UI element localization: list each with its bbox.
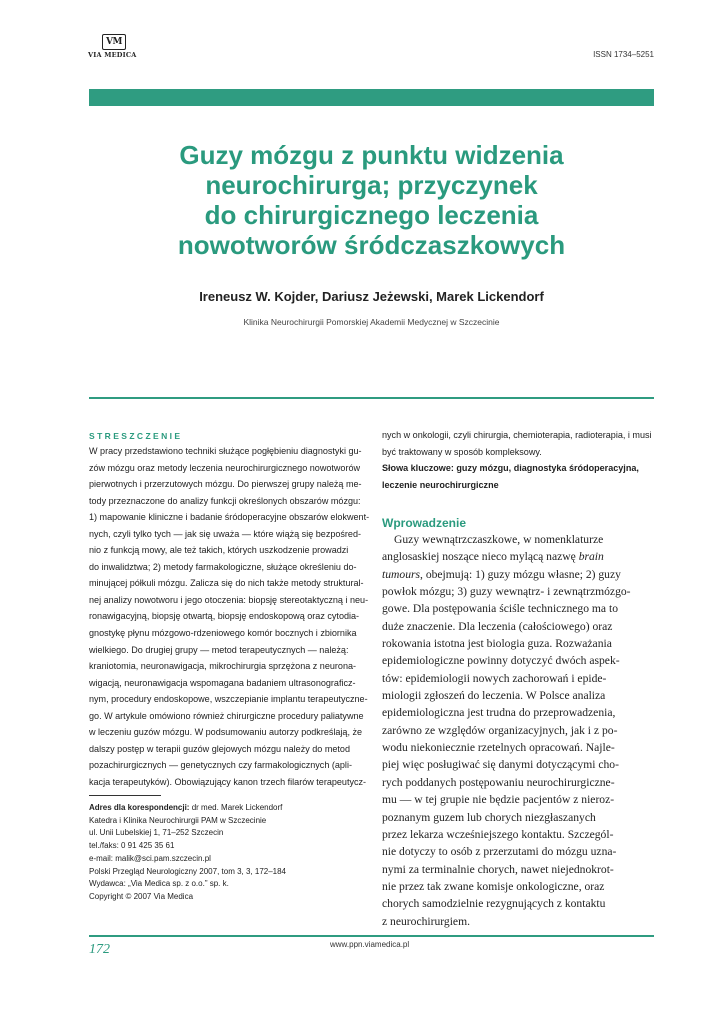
abstract-line: nych w onkologii, czyli chirurgia, chemioterapia, radioterapia, i musi xyxy=(382,430,652,440)
intro-text xyxy=(382,531,654,930)
correspondence-label: Adres dla korespondencji: xyxy=(89,803,190,812)
abstract-line: tody przeznaczone do analizy funkcji określonych obszarów mózgu: xyxy=(89,495,361,506)
intro-text-span: , obejmują: 1) guzy mózgu własne; 2) guzy xyxy=(420,567,621,581)
intro-heading: Wprowadzenie xyxy=(382,516,467,530)
vm-logo-mark: VM xyxy=(102,34,126,50)
abstract-line: pierwotnych i przerzutowych mózgu. Do pierwszej grupy należą me- xyxy=(89,479,362,490)
intro-text-span: anglosaskiej noszące nieco mylącą nazwę xyxy=(382,550,576,564)
abstract-line: ronawigacyjną, biopsję otwartą, biopsję endoskopową oraz cytodia- xyxy=(89,611,360,622)
title-line: Guzy mózgu z punktu widzenia xyxy=(179,140,564,170)
intro-line: mu — w tej grupie nie będzie pacjentów z nieroz- xyxy=(382,793,615,807)
authors: Ireneusz W. Kojder, Dariusz Jeżewski, Marek Lickendorf xyxy=(199,289,544,304)
abstract-line: minującej półkuli mózgu. Zalicza się do nich także metody struktural- xyxy=(89,578,364,589)
correspondence-line: Polski Przegląd Neurologiczny 2007, tom 3, 3, 172–184 xyxy=(89,866,287,876)
intro-line: tów: epidemiologii nowych zachorowań i epide- xyxy=(382,671,607,685)
italic-term: brain xyxy=(578,550,604,564)
affiliation: Klinika Neurochirurgii Pomorskiej Akademii Medycznej w Szczecinie xyxy=(243,317,500,327)
intro-line: gowe. Dla postępowania ściśle technicznego ma to xyxy=(382,602,618,616)
intro-line: epidemiologiczne powinny dotyczyć dwóch aspek- xyxy=(382,654,620,668)
abstract-line: nio z funkcją mowy, ale też takich, których uszkodzenie prowadzi xyxy=(89,545,349,556)
intro-line xyxy=(382,566,654,583)
abstract-line: kraniotomia, neuronawigacja, mikrochirurgia sprzężona z neurona- xyxy=(89,661,357,672)
abstract-heading: STRESZCZENIE xyxy=(89,431,183,441)
journal-url: www.ppn.viamedica.pl xyxy=(330,940,410,949)
abstract-line: dalszy postęp w terapii guzów glejowych mózgu należy do metod xyxy=(89,743,350,754)
intro-line: chorych samodzielnie rezygnujących z kontaktu xyxy=(382,897,606,911)
correspondence-line: e-mail: malik@sci.pam.szczecin.pl xyxy=(89,853,211,863)
intro-line: epidemiologiczna jest trudna do przeprowadzenia, xyxy=(382,706,616,720)
footer-rule xyxy=(89,935,654,937)
abstract-line: nej analizy nowotworu i jego otoczenia: biopsję stereotaktyczną i neu- xyxy=(89,594,369,605)
abstract-line: go. W artykule omówiono również chirurgiczne procedury paliatywne xyxy=(89,710,364,721)
intro-line xyxy=(382,548,654,565)
title-line: neurochirurga; przyczynek xyxy=(205,170,538,200)
intro-line: rych poddanych postępowaniu neurochirurgiczne- xyxy=(382,775,615,789)
intro-line: rokowania istotna jest biologia guza. Rozważania xyxy=(382,637,612,651)
correspondence-name: dr med. Marek Lickendorf xyxy=(189,803,283,812)
abstract-line: pozachirurgicznych — genetycznych czy farmakologicznych (apli- xyxy=(89,760,352,771)
footnote-rule xyxy=(89,795,161,796)
intro-line: wodu niekoniecznie rzetelnych opracowań. Najle- xyxy=(382,741,615,755)
logo-text: VIA MEDICA xyxy=(88,51,137,59)
abstract-line: nych, czyli tylko tych — jak się uważa — które wiążą się bezpośred- xyxy=(89,528,362,539)
correspondence-first-line xyxy=(89,802,365,815)
issn: ISSN 1734–5251 xyxy=(593,50,654,59)
intro-line: poznanym guzem lub chorych niezgłaszanych xyxy=(382,810,596,824)
abstract-line: w leczeniu guzów mózgu. W podsumowaniu autorzy podkreślają, że xyxy=(89,727,363,738)
abstract-text xyxy=(89,443,370,790)
abstract-line: gnostykę płynu mózgowo-rdzeniowego komór bocznych i zbiornika xyxy=(89,628,357,639)
intro-line: zarówno ze względów organizacyjnych, jak i z po- xyxy=(382,723,618,737)
intro-line: nymi za terminalnie chorych, nawet niejednokrot- xyxy=(382,862,614,876)
abstract-line: 1) mapowanie kliniczne i badanie śródoperacyjne obszarów elokwent- xyxy=(89,512,370,523)
abstract-line: nym, procedury endoskopowe, wszczepianie implantu terapeutyczne- xyxy=(89,694,368,705)
correspondence-line: Wydawca: „Via Medica sp. z o.o.” sp. k. xyxy=(89,879,229,889)
intro-line: nie dotyczy to osób z przerzutami do mózgu uzna- xyxy=(382,845,617,859)
abstract-line: być traktowany w sposób kompleksowy. xyxy=(382,446,542,457)
intro-line: powłok mózgu; 3) guzy wewnątrz- i zewnątrzmózgo- xyxy=(382,585,631,599)
abstract-continuation xyxy=(382,427,654,493)
page-number: 172 xyxy=(89,942,110,957)
abstract-line: kacja terapeutyków). Obowiązujący kanon trzech filarów terapeutycz- xyxy=(89,776,367,787)
intro-line: miologii zgłoszeń do leczenia. W Polsce analiza xyxy=(382,689,606,703)
intro-line: Guzy wewnątrzczaszkowe, w nomenklaturze xyxy=(394,533,604,546)
abstract-line: do inwalidztwa; 2) metody farmakologiczne, służące określeniu do- xyxy=(89,561,357,572)
intro-line: z neurochirurgiem. xyxy=(382,914,470,928)
abstract-line: W pracy przedstawiono techniki służące pogłębieniu diagnostyki gu- xyxy=(89,446,362,456)
correspondence-line: Katedra i Klinika Neurochirurgii PAM w Szczecinie xyxy=(89,815,267,825)
header-bar xyxy=(89,89,654,106)
intro-line: nie przez tak zwane komisje onkologiczne, oraz xyxy=(382,879,605,893)
keywords-line: Słowa kluczowe: guzy mózgu, diagnostyka śródoperacyjna, xyxy=(382,463,639,474)
correspondence xyxy=(89,802,365,904)
title-line: nowotworów śródczaszkowych xyxy=(177,230,566,260)
intro-line: piej więc posługiwać się danymi dotyczącymi cho- xyxy=(382,758,619,772)
intro-line: duże znaczenie. Dla leczenia (całościowego) oraz xyxy=(382,619,613,633)
publisher-logo xyxy=(88,34,148,64)
abstract-line: wielkiego. Do drugiej grupy — metod terapeutycznych — należą: xyxy=(89,644,349,655)
italic-term: tumours xyxy=(382,567,421,581)
article-title xyxy=(89,140,654,260)
correspondence-line: tel./faks: 0 91 425 35 61 xyxy=(89,841,175,851)
title-line: do chirurgicznego leczenia xyxy=(204,200,539,230)
abstract-line: zów mózgu oraz metody leczenia neurochirurgicznego nowotworów xyxy=(89,462,361,473)
keywords-line: leczenie neurochirurgiczne xyxy=(382,479,499,490)
intro-line: przez lekarza wcześniejszego kontaktu. Szczegól- xyxy=(382,827,614,841)
correspondence-line: ul. Unii Lubelskiej 1, 71–252 Szczecin xyxy=(89,828,224,838)
section-divider xyxy=(89,397,654,399)
abstract-line: wigacją, neuronawigacja wspomagana badaniem ultrasonograficz- xyxy=(89,677,356,688)
correspondence-line: Copyright © 2007 Via Medica xyxy=(89,891,194,901)
